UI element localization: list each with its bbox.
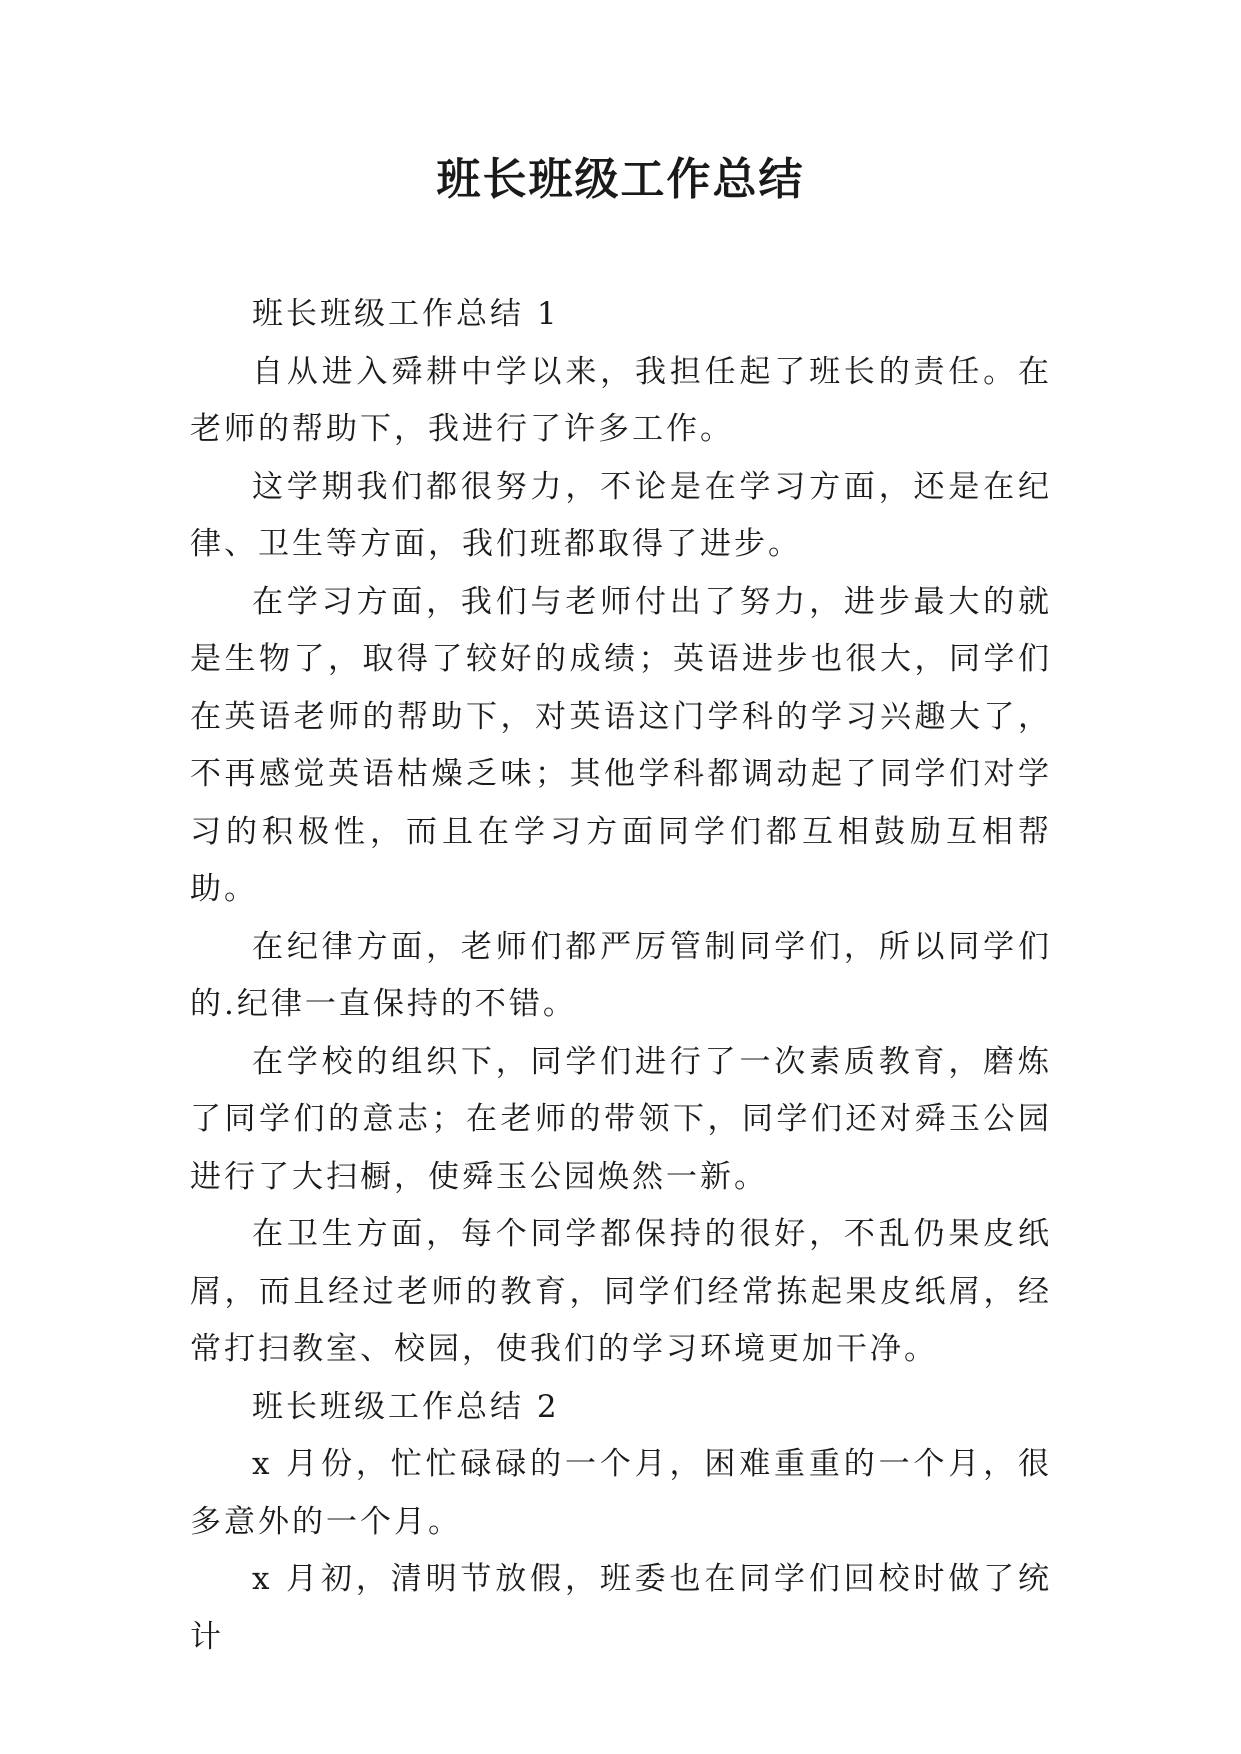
document-title: 班长班级工作总结 bbox=[436, 154, 805, 205]
document-body bbox=[190, 286, 1052, 1666]
paragraph: x 月份，忙忙碌碌的一个月，困难重重的一个月，很多意外的一个月。 bbox=[190, 1446, 1052, 1540]
section-heading-1: 班长班级工作总结 1 bbox=[252, 296, 560, 332]
paragraph: 在纪律方面，老师们都严厉管制同学们，所以同学们的.纪律一直保持的不错。 bbox=[190, 928, 1052, 1022]
paragraph: 这学期我们都很努力，不论是在学习方面，还是在纪律、卫生等方面，我们班都取得了进步。 bbox=[190, 468, 1052, 562]
paragraph: 自从进入舜耕中学以来，我担任起了班长的责任。在老师的帮助下，我进行了许多工作。 bbox=[190, 353, 1052, 447]
paragraph: x 月初，清明节放假，班委也在同学们回校时做了统计 bbox=[190, 1561, 1052, 1655]
paragraph: 在学习方面，我们与老师付出了努力，进步最大的就是生物了，取得了较好的成绩；英语进步也很大，同学们在英语老师的帮助下，对英语这门学科的学习兴趣大了，不再感觉英语枯燥乏味；其他学科都调动起了同学们对学习的积极性，而且在学习方面同学们都互相鼓励互相帮助。 bbox=[190, 583, 1052, 907]
paragraph: 在学校的组织下，同学们进行了一次素质教育，磨炼了同学们的意志；在老师的带领下，同学们还对舜玉公园进行了大扫橱，使舜玉公园焕然一新。 bbox=[190, 1043, 1052, 1195]
paragraph: 在卫生方面，每个同学都保持的很好，不乱仍果皮纸屑，而且经过老师的教育，同学们经常拣起果皮纸屑，经常打扫教室、校园，使我们的学习环境更加干净。 bbox=[190, 1216, 1052, 1367]
section-heading-2: 班长班级工作总结 2 bbox=[252, 1388, 560, 1425]
